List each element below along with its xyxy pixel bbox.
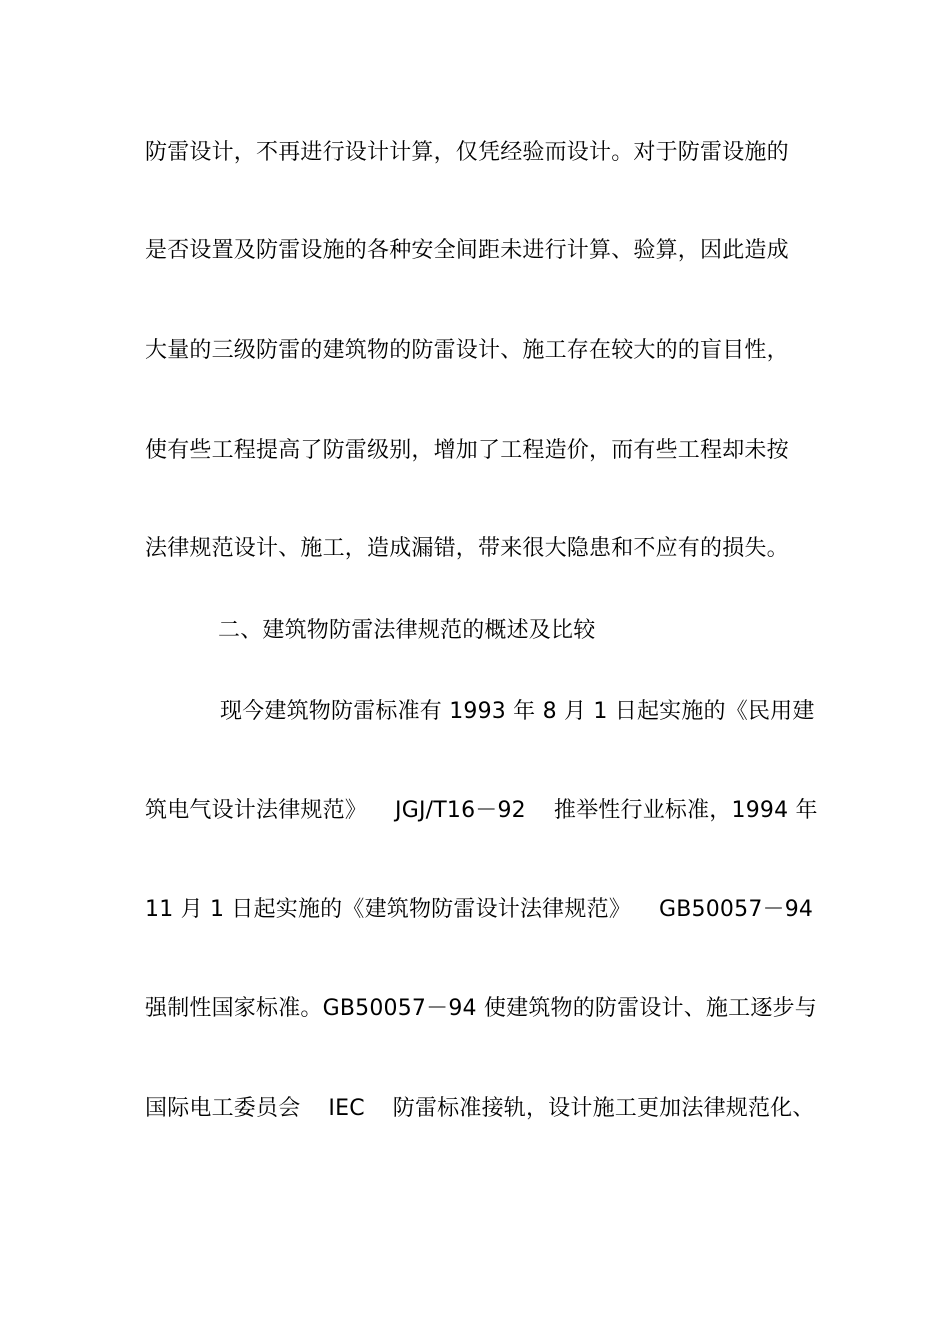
text-segment: 11 月 1 日起实施的《建筑物防雷设计法律规范》	[145, 897, 631, 922]
paragraph-line: 法律规范设计、施工，造成漏错，带来很大隐患和不应有的损失。	[145, 536, 789, 561]
section-heading: 二、建筑物防雷法律规范的概述及比较	[218, 618, 596, 643]
paragraph-line: 强制性国家标准。GB50057－94 使建筑物的防雷设计、施工逐步与	[145, 996, 817, 1021]
paragraph-line	[145, 796, 818, 826]
standard-code: GB50057－94	[658, 897, 814, 922]
paragraph-line: 使有些工程提高了防雷级别，增加了工程造价，而有些工程却未按	[145, 438, 789, 463]
text-segment: 国际电工委员会	[145, 1096, 301, 1121]
paragraph-line: 防雷设计，不再进行设计计算，仅凭经验而设计。对于防雷设施的	[145, 140, 789, 165]
text-segment: 筑电气设计法律规范》	[145, 798, 368, 823]
paragraph-line	[145, 1094, 815, 1124]
standard-code: IEC	[328, 1096, 365, 1121]
text-segment: 防雷标准接轨，设计施工更加法律规范化、	[392, 1096, 815, 1121]
paragraph-line: 是否设置及防雷设施的各种安全间距未进行计算、验算，因此造成	[145, 238, 789, 263]
paragraph-line: 大量的三级防雷的建筑物的防雷设计、施工存在较大的的盲目性，	[145, 338, 789, 363]
paragraph-line: 现今建筑物防雷标准有 1993 年 8 月 1 日起实施的《民用建	[220, 699, 815, 724]
standard-code: JGJ/T16－92	[395, 798, 526, 823]
text-segment: 推举性行业标准，1994 年	[553, 798, 818, 823]
paragraph-line	[145, 895, 815, 925]
